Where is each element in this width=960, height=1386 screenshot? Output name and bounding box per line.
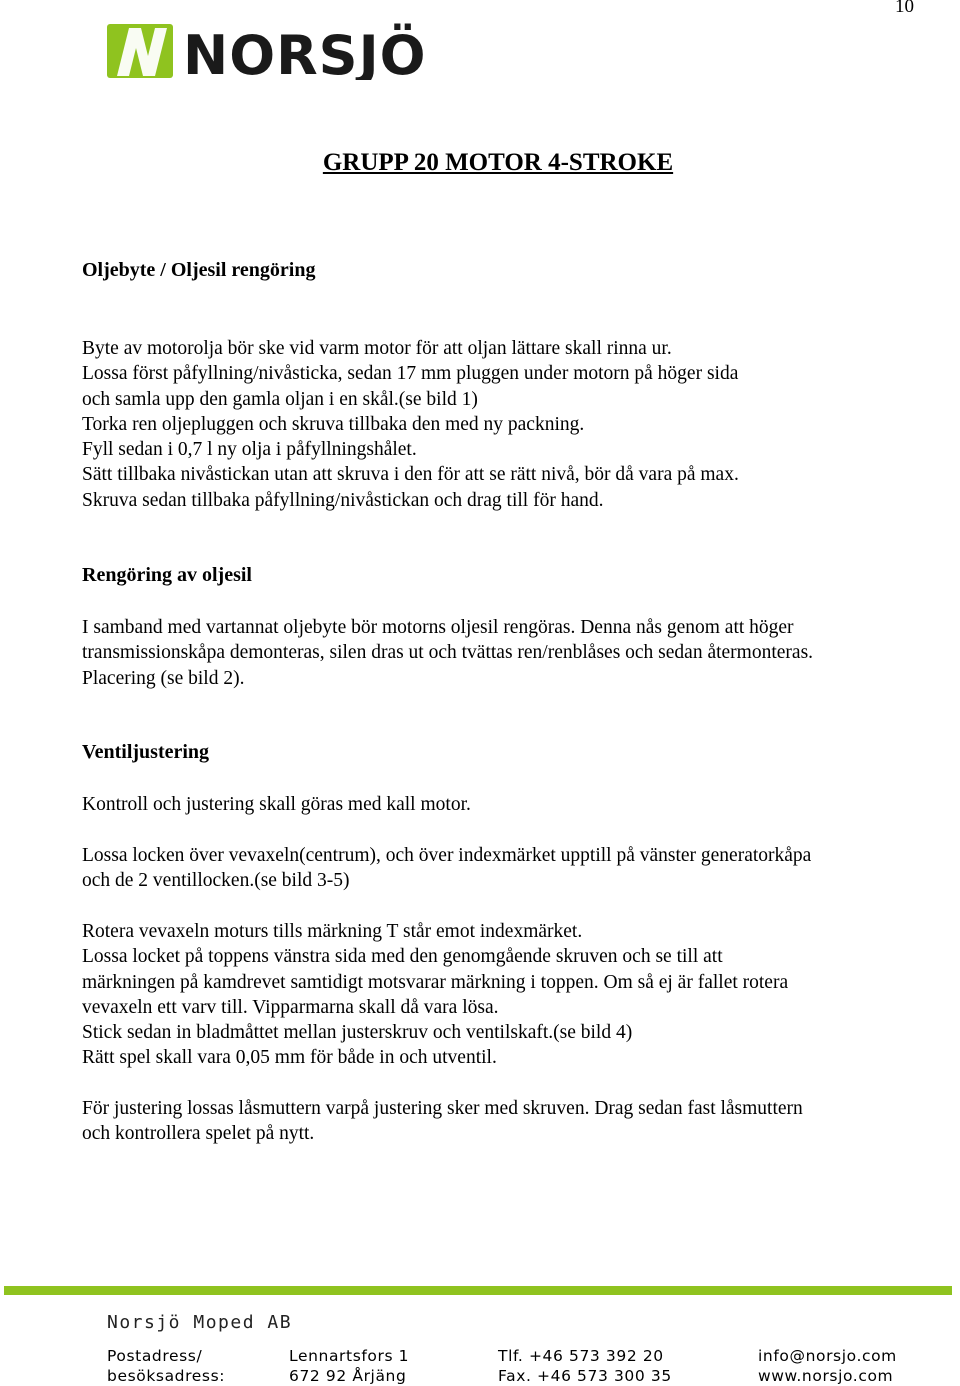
text-line: Torka ren oljepluggen och skruva tillbaka den med ny packning. xyxy=(82,413,585,435)
text-line: Skruva sedan tillbaka påfyllning/nivåstickan och drag till för hand. xyxy=(82,489,604,511)
footer-website: www.norsjo.com xyxy=(758,1367,894,1385)
valve-paragraph-4 xyxy=(82,1096,922,1147)
footer-accent-bar xyxy=(4,1286,952,1295)
logo-graphic xyxy=(107,22,447,80)
footer-street: Lennartsfors 1 xyxy=(289,1347,410,1365)
text-line: I samband med vartannat oljebyte bör motorns oljesil rengöras. Denna nås genom att höger xyxy=(82,617,794,638)
section-heading-oil-strainer: Rengöring av oljesil xyxy=(82,564,252,586)
page-title: GRUPP 20 MOTOR 4-STROKE xyxy=(322,149,674,176)
text-line: Lossa locket på toppens vänstra sida med den genomgående skruven och se till att xyxy=(82,946,723,968)
oil-change-text xyxy=(82,336,922,513)
text-line: märkningen på kamdrevet samtidigt motsvarar märkning i toppen. Om så ej är fallet rotera xyxy=(82,971,789,993)
footer-postal: 672 92 Årjäng xyxy=(289,1367,407,1385)
section-heading-valve-adjustment: Ventiljustering xyxy=(82,741,210,763)
text-line: Lossa först påfyllning/nivåsticka, sedan 17 mm pluggen under motorn på höger sida xyxy=(82,363,739,385)
text-line: Lossa locken över vevaxeln(centrum), och över indexmärket upptill på vänster generatorkåpa xyxy=(82,845,812,866)
text-line: Fyll sedan i 0,7 l ny olja i påfyllningshålet. xyxy=(82,439,417,461)
text-line: transmissionskåpa demonteras, silen dras ut och tvättas ren/renblåses och sedan återmonteras. xyxy=(82,642,814,664)
text-line: vevaxeln ett varv till. Vipparmarna skall då vara lösa. xyxy=(82,996,499,1018)
logo-wordmark: NORSJÖ xyxy=(183,24,427,80)
text-line: och samla upp den gamla oljan i en skål.(se bild 1) xyxy=(82,388,478,410)
text-line: Byte av motorolja bör ske vid varm motor för att oljan lättare skall rinna ur. xyxy=(82,338,672,359)
text-line: Kontroll och justering skall göras med kall motor. xyxy=(82,794,471,815)
text-line: Sätt tillbaka nivåstickan utan att skruva i den för att se rätt nivå, bör då vara på max. xyxy=(82,464,739,486)
text-line: och de 2 ventillocken.(se bild 3-5) xyxy=(82,870,350,892)
text-line: Placering (se bild 2). xyxy=(82,667,245,689)
text-line: Stick sedan in bladmåttet mellan justerskruv och ventilskaft.(se bild 4) xyxy=(82,1022,633,1044)
text-line: Rotera vevaxeln moturs tills märkning T står emot indexmärket. xyxy=(82,921,583,942)
oil-strainer-text xyxy=(82,615,922,691)
valve-paragraph-3 xyxy=(82,919,922,1071)
page-number: 10 xyxy=(895,0,914,17)
footer-email: info@norsjo.com xyxy=(758,1347,897,1365)
footer-phone: Tlf. +46 573 392 20 xyxy=(498,1347,664,1365)
valve-paragraph-1 xyxy=(82,792,922,817)
footer-address-label-1: Postadress/ xyxy=(107,1347,203,1365)
valve-paragraph-2 xyxy=(82,843,922,894)
text-line: För justering lossas låsmuttern varpå justering sker med skruven. Drag sedan fast låsmuttern xyxy=(82,1098,803,1119)
norsjo-logo xyxy=(107,22,447,80)
text-line: Rätt spel skall vara 0,05 mm för både in och utventil. xyxy=(82,1047,497,1069)
footer-company-name: Norsjö Moped AB xyxy=(107,1312,293,1333)
footer-fax: Fax. +46 573 300 35 xyxy=(498,1367,672,1385)
section-heading-oil-change: Oljebyte / Oljesil rengöring xyxy=(82,259,316,281)
footer-address-label-2: besöksadress: xyxy=(107,1367,226,1385)
text-line: och kontrollera spelet på nytt. xyxy=(82,1123,315,1145)
